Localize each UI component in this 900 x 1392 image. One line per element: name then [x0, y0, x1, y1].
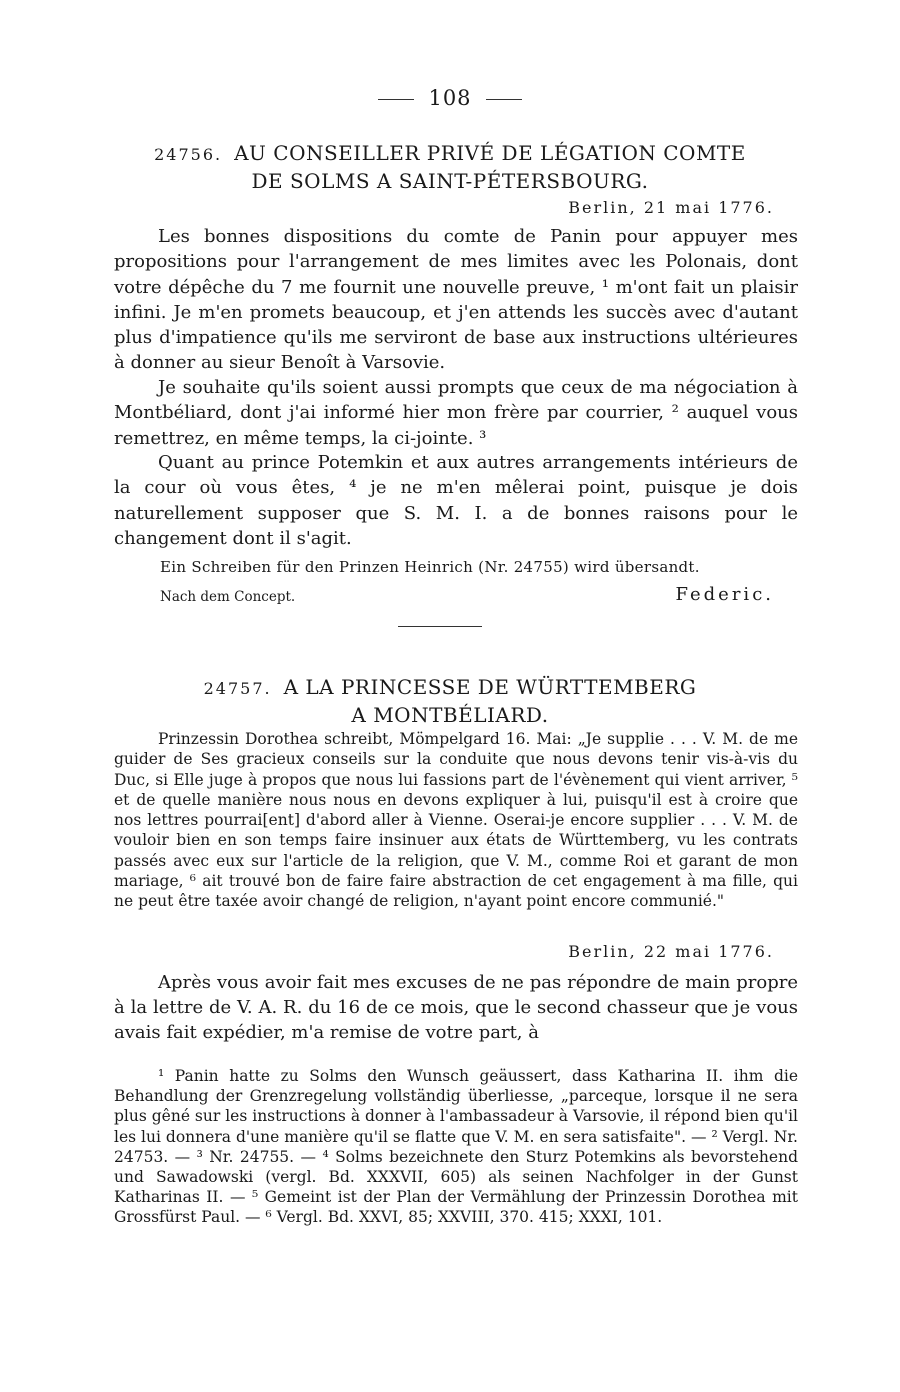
- page-number: [0, 86, 900, 110]
- letter-2-heading-line-1: [110, 674, 790, 702]
- footnotes: ¹ Panin hatte zu Solms den Wunsch geäussert, dass Katharina II. ihm die Behandlung der Grenzregelung vollständig überliesse, „parceque, lorsque il ne sera plus gêné sur les instructions à donner à l'ambassadeur à Varsovie, il répond bien qu'il les lui donnera d'une manière qu'il se flatte que V. M. en sera satisfaite". — ² Vergl. Nr. 24753. — ³ Nr. 24755. — ⁴ Solms bezeichnete den Sturz Potemkins als bevorstehend und Sawadowski (vergl. Bd. XXXVII, 605) als seinen Nachfolger in der Gunst Katharinas II. — ⁵ Gemeint ist der Plan der Vermählung der Prinzessin Dorothea mit Grossfürst Paul. — ⁶ Vergl. Bd. XXVI, 85; XXVIII, 370. 415; XXXI, 101.: [114, 1067, 798, 1227]
- letter-1-source-note: Nach dem Concept.: [160, 589, 296, 605]
- letter-1-title-line-1: AU CONSEILLER PRIVÉ DE LÉGATION COMTE: [234, 141, 746, 165]
- letter-1-dateline: Berlin, 21 mai 1776.: [568, 198, 774, 217]
- letter-2-dateline: Berlin, 22 mai 1776.: [568, 942, 774, 961]
- letter-2-title-line-1: A LA PRINCESSE DE WÜRTTEMBERG: [283, 675, 697, 699]
- letter-1-heading-line-1: [110, 140, 790, 168]
- letter-2-summary: Prinzessin Dorothea schreibt, Mömpelgard 16. Mai: „Je supplie . . . V. M. de me guider de Ses gracieux conseils sur la conduite que nous devons tenir vis-à-vis du Duc, si Elle juge à propos que nous lui fassions part de l'évènement qui vient arriver, ⁵ et de quelle manière nous nous en devons expliquer à lui, puisqu'il est à croire que nos lettres pourrai[ent] d'abord aller à Vienne. Oserai-je encore supplier . . . V. M. de vouloir bien en son temps faire insinuer aux états de Württemberg, vu les contrats passés avec eux sur l'article de la religion, que V. M., comme Roi et garant de mon mariage, ⁶ ait trouvé bon de faire faire abstraction de cet engagement à ma fille, qui ne peut être taxée avoir changé de religion, n'ayant point encore communié.": [114, 730, 798, 911]
- letter-1-heading: [110, 140, 790, 194]
- letter-1-title-line-2: DE SOLMS A SAINT-PÉTERSBOURG.: [251, 169, 649, 193]
- letter-1-signature: Federic.: [675, 584, 774, 605]
- letter-1-paragraph-3: Quant au prince Potemkin et aux autres arrangements intérieurs de la cour où vous êtes, ⁴ je ne m'en mêlerai point, puisque je dois naturellement supposer que S. M. I. a de bonnes raisons pour le changement dont il s'agit.: [114, 452, 798, 549]
- letter-1-enclosure-note: Ein Schreiben für den Prinzen Heinrich (Nr. 24755) wird übersandt.: [160, 558, 700, 576]
- letter-2-heading: [110, 674, 790, 728]
- page-number-dash-right: [486, 99, 522, 100]
- page-number-value: 108: [428, 86, 472, 110]
- letter-1-paragraph-1: Les bonnes dispositions du comte de Panin pour appuyer mes propositions pour l'arrangement de mes limites avec les Polonais, dont votre dépêche du 7 me fournit une nouvelle preuve, ¹ m'ont fait un plaisir infini. Je m'en promets beaucoup, et j'en attends les succès avec d'autant plus d'impatience qu'ils me serviront de base aux instructions ultérieures à donner au sieur Benoît à Varsovie.: [114, 226, 798, 374]
- letter-2-paragraph-1: Après vous avoir fait mes excuses de ne pas répondre de main propre à la lettre de V. A. R. du 16 de ce mois, que le second chasseur que je vous avais fait expédier, m'a remise de votre part, à: [114, 972, 798, 1043]
- page-number-dash-left: [378, 99, 414, 100]
- letter-1-paragraph-2: Je souhaite qu'ils soient aussi prompts que ceux de ma négociation à Montbéliard, dont j'ai informé hier mon frère par courrier, ² auquel vous remettrez, en même temps, la ci-jointe. ³: [114, 377, 798, 449]
- letter-2-number: 24757.: [203, 679, 272, 698]
- section-separator: [398, 626, 482, 627]
- letter-2-title-line-2: A MONTBÉLIARD.: [351, 703, 549, 727]
- letter-1-number: 24756.: [154, 145, 223, 164]
